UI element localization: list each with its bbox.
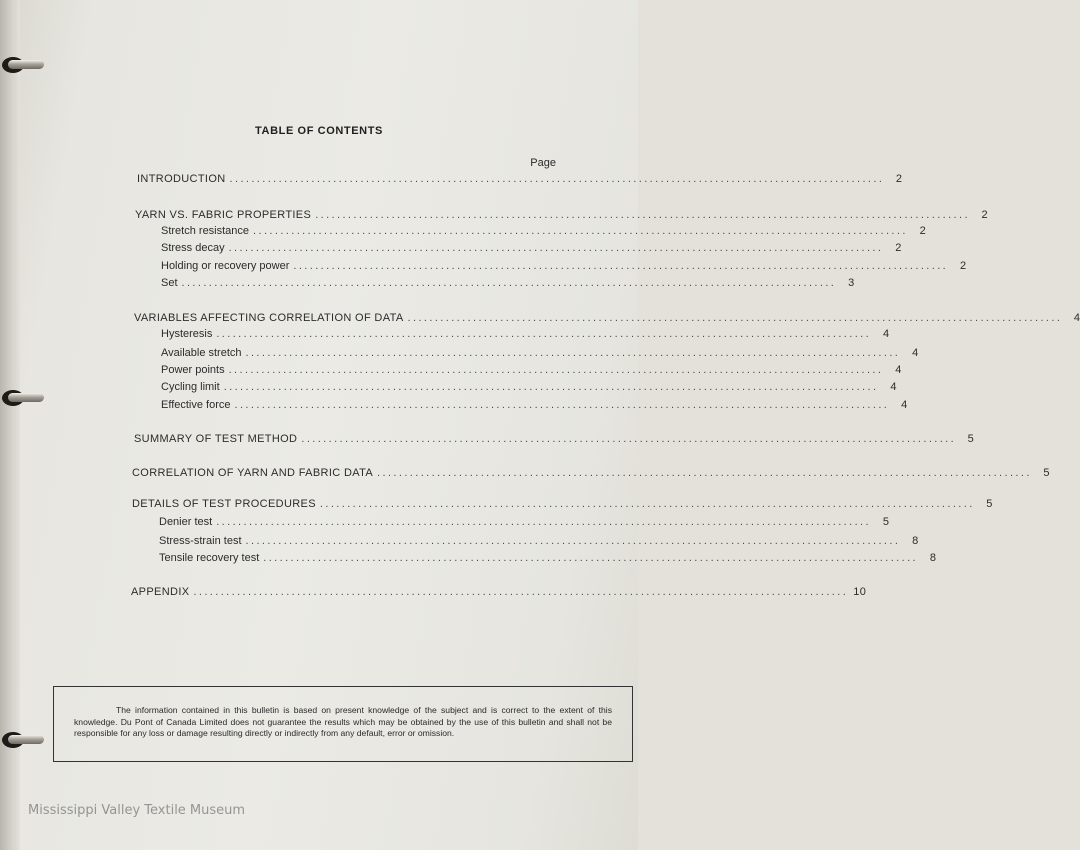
toc-leader-dots: ........................................................................................................................	[216, 328, 872, 340]
toc-entry	[134, 311, 1080, 325]
toc-entry-label: VARIABLES AFFECTING CORRELATION OF DATA	[134, 312, 404, 324]
toc-entry-label: SUMMARY OF TEST METHOD	[134, 433, 298, 445]
toc-leader-dots: ........................................................................................................................	[228, 242, 884, 254]
toc-leader-dots: ........................................................................................................................	[301, 433, 957, 445]
toc-entry-label: APPENDIX	[131, 586, 190, 598]
toc-leader-dots: ........................................................................................................................	[181, 277, 837, 289]
toc-leader-dots: ........................................................................................................................	[245, 535, 901, 547]
watermark: Mississippi Valley Textile Museum	[28, 803, 246, 818]
toc-leader-dots: ........................................................................................................................	[293, 260, 949, 272]
toc-entry-page: 2	[960, 260, 967, 272]
toc-entry-page: 8	[912, 535, 919, 547]
toc-title: TABLE OF CONTENTS	[255, 125, 383, 137]
toc-entry-page: 3	[848, 277, 855, 289]
toc-entry-label: Power points	[161, 364, 225, 376]
toc-entry-page: 2	[919, 225, 926, 237]
toc-leader-dots: ........................................................................................................................	[193, 586, 849, 598]
toc-entry	[132, 466, 1050, 480]
toc-leader-dots: ........................................................................................................................	[319, 498, 975, 510]
toc-entry-label: Stress decay	[161, 242, 225, 254]
toc-entry-label: Denier test	[159, 516, 213, 528]
toc-leader-dots: ........................................................................................................................	[253, 225, 908, 237]
toc-entry-label: Hysteresis	[161, 328, 213, 340]
toc-leader-dots: ........................................................................................................................	[315, 209, 970, 221]
toc-entry-label: Stress-strain test	[159, 535, 242, 547]
disclaimer-text: The information contained in this bulletin is based on present knowledge of the subject and is correct to the extent of this knowledge. Du Pont of Canada Limited does not guarantee the results which may be obtained by the use of this bulletin and shall not be responsible for any loss or damage resulting directly or indirectly from any default, error or omission.	[74, 705, 612, 738]
toc-entry	[161, 346, 919, 360]
toc-entry-label: DETAILS OF TEST PROCEDURES	[132, 498, 316, 510]
toc-entry	[132, 497, 993, 511]
toc-entry-page: 10	[853, 586, 867, 598]
toc-entry-page: 4	[912, 347, 919, 359]
toc-entry-page: 4	[901, 399, 908, 411]
toc-leader-dots: ........................................................................................................................	[229, 173, 885, 185]
toc-leader-dots: ........................................................................................................................	[377, 467, 1032, 479]
toc-entry-page: 4	[1073, 312, 1080, 324]
toc-leader-dots: ........................................................................................................................	[234, 399, 890, 411]
toc-leader-dots: ........................................................................................................................	[223, 381, 879, 393]
toc-entry	[159, 551, 937, 565]
toc-entry-label: Effective force	[161, 399, 231, 411]
toc-entry-label: Stretch resistance	[161, 225, 250, 237]
binder-ring-icon	[0, 731, 46, 749]
toc-entry	[161, 276, 855, 290]
toc-entry-label: INTRODUCTION	[137, 173, 226, 185]
toc-entry-page: 5	[986, 498, 993, 510]
toc-entry-label: Cycling limit	[161, 381, 220, 393]
toc-entry-label: Set	[161, 277, 178, 289]
toc-leader-dots: ........................................................................................................................	[407, 312, 1063, 324]
toc-entry-page: 5	[967, 433, 975, 445]
toc-entry-page: 2	[895, 242, 902, 254]
toc-entry-page: 4	[890, 381, 897, 393]
toc-entry	[161, 259, 967, 273]
toc-entry-page: 2	[895, 173, 903, 185]
toc-leader-dots: ........................................................................................................................	[263, 552, 919, 564]
toc-entry-label: Available stretch	[161, 347, 242, 359]
toc-entry	[161, 398, 908, 412]
toc-entry	[137, 172, 903, 186]
page-column-heading: Page	[530, 157, 556, 169]
toc-entry-page: 4	[882, 328, 890, 340]
binder-ring-icon	[0, 389, 46, 407]
toc-entry-label: CORRELATION OF YARN AND FABRIC DATA	[132, 467, 374, 479]
toc-leader-dots: ........................................................................................................................	[228, 364, 884, 376]
toc-entry	[161, 363, 902, 377]
toc-entry	[161, 380, 897, 394]
disclaimer-box	[53, 686, 633, 762]
toc-entry-label: Tensile recovery test	[159, 552, 260, 564]
toc-leader-dots: ........................................................................................................................	[216, 516, 871, 528]
toc-entry	[161, 327, 890, 341]
toc-entry	[159, 515, 889, 529]
toc-entry-page: 5	[882, 516, 889, 528]
toc-entry-label: Holding or recovery power	[161, 260, 290, 272]
toc-entry-label: YARN VS. FABRIC PROPERTIES	[135, 209, 312, 221]
toc-entry	[159, 534, 919, 548]
toc-entry	[131, 585, 867, 599]
toc-entry-page: 5	[1043, 467, 1050, 479]
toc-entry-page: 8	[929, 552, 937, 564]
toc-entry	[134, 432, 975, 446]
toc-entry-page: 4	[895, 364, 902, 376]
binder-ring-icon	[0, 56, 46, 74]
toc-entry	[161, 241, 902, 255]
toc-entry-page: 2	[981, 209, 988, 221]
toc-entry	[135, 208, 988, 222]
toc-entry	[161, 224, 926, 238]
toc-leader-dots: ........................................................................................................................	[245, 347, 901, 359]
